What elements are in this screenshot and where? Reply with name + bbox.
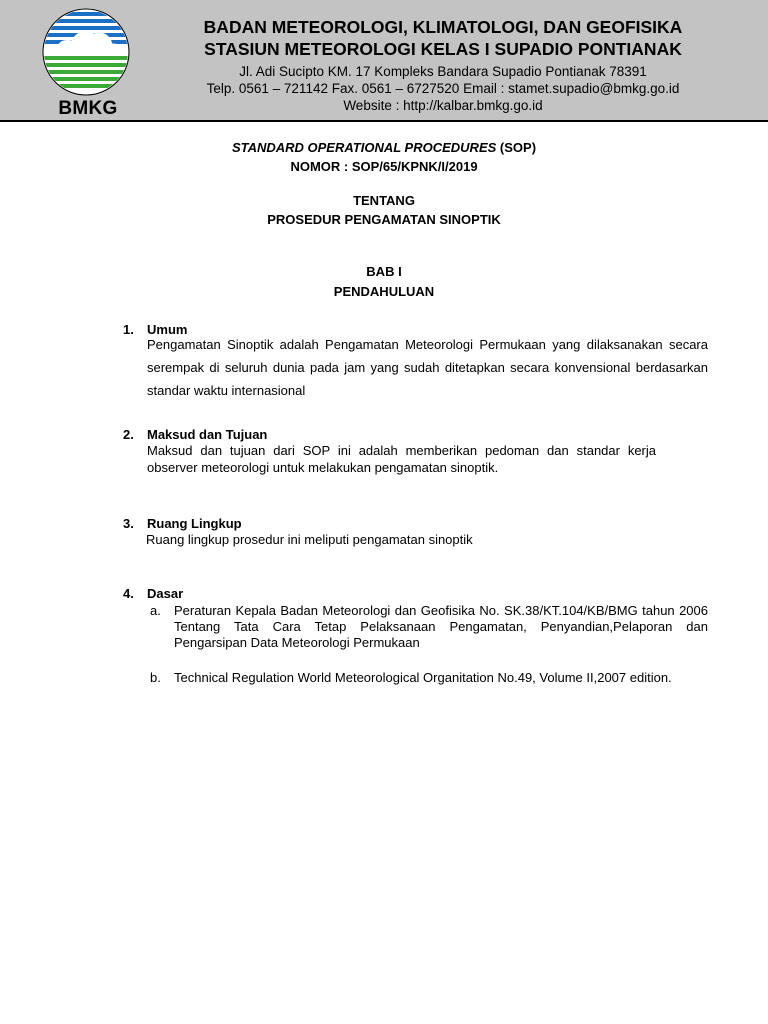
- sop-title-italic: STANDARD OPERATIONAL PROCEDURES: [231, 140, 497, 155]
- section-maksud-tujuan: [123, 427, 708, 476]
- list-item: [150, 603, 708, 651]
- section-number: 3.: [123, 516, 134, 531]
- sop-subject: PROSEDUR PENGAMATAN SINOPTIK: [267, 212, 501, 227]
- chapter-title: PENDAHULUAN: [333, 284, 435, 299]
- address: Jl. Adi Sucipto KM. 17 Kompleks Bandara Supadio Pontianak 78391: [239, 64, 647, 79]
- list-item-letter: b.: [150, 670, 161, 685]
- section-title: Dasar: [147, 586, 184, 601]
- bmkg-logo: [38, 8, 138, 120]
- list-item-text: Technical Regulation World Meteorological Organitation No.49, Volume II,2007 edition.: [174, 670, 672, 685]
- logo-text: BMKG: [58, 98, 118, 119]
- list-item-letter: a.: [150, 603, 161, 618]
- contact-info: Telp. 0561 – 721142 Fax. 0561 – 6727520 Email : stamet.supadio@bmkg.go.id: [206, 81, 680, 96]
- section-number: 4.: [123, 586, 134, 601]
- sop-abbr: (SOP): [499, 140, 537, 155]
- section-title: Umum: [147, 322, 188, 337]
- chapter-number: BAB I: [366, 264, 402, 279]
- section-dasar: [123, 586, 708, 686]
- section-heading: [123, 586, 708, 601]
- section-body: Pengamatan Sinoptik adalah Pengamatan Meteorologi Permukaan yang dilaksanakan secara serempak di seluruh dunia pada jam yang sudah ditetapkan secara konvensional berdasarkan standar waktu internasional: [147, 337, 708, 398]
- section-title: Ruang Lingkup: [147, 516, 242, 531]
- tentang-label: TENTANG: [353, 193, 415, 208]
- section-heading: [123, 516, 708, 531]
- website: Website : http://kalbar.bmkg.go.id: [343, 98, 543, 113]
- section-body: Ruang lingkup prosedur ini meliputi pengamatan sinoptik: [146, 532, 473, 547]
- letterhead-text: [148, 16, 738, 114]
- sop-number: NOMOR : SOP/65/KPNK/I/2019: [290, 159, 478, 174]
- section-number: 2.: [123, 427, 134, 442]
- section-number: 1.: [123, 322, 134, 337]
- station-name: STASIUN METEOROLOGI KELAS I SUPADIO PONTIANAK: [204, 39, 682, 59]
- section-heading: [123, 427, 708, 442]
- org-name: BADAN METEOROLOGI, KLIMATOLOGI, DAN GEOFISIKA: [203, 17, 683, 37]
- sop-title: [0, 140, 768, 155]
- section-umum: [123, 322, 708, 402]
- list-item: [150, 670, 708, 686]
- section-ruang-lingkup: [123, 516, 708, 548]
- letterhead: [0, 0, 768, 120]
- section-title: Maksud dan Tujuan: [147, 427, 268, 442]
- bmkg-emblem-icon: [38, 8, 138, 98]
- header-divider: [0, 120, 768, 122]
- list-item-text: Peraturan Kepala Badan Meteorologi dan Geofisika No. SK.38/KT.104/KB/BMG tahun 2006 Tentang Tata Cara Tetap Pelaksanaan Pengamatan, Penyandian,Pelaporan dan Pengarsipan Data Meteorologi Permukaan: [174, 603, 708, 650]
- section-body: Maksud dan tujuan dari SOP ini adalah memberikan pedoman dan standar kerja observer meteorologi untuk melakukan pengamatan sinoptik.: [147, 443, 656, 475]
